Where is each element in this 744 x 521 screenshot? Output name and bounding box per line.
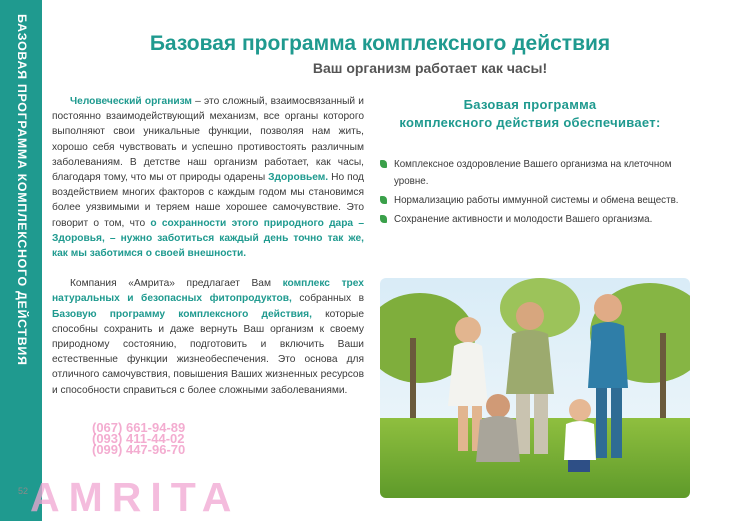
text-run: – это сложный, взаимосвязанный и постоянно взаимодействующий механизм, все органы которого выполняют свои уникальные функции, позволяя нам жить, хорошо себя чувствовать и успешно противостоять различным заболеваниям. В детстве наш организм работает, как часы, благодаря тому, что мы от природы одарены [52,96,364,184]
highlight-phrase: о сохранности этого природного дара – Здоровья, – нужно заботиться каждый день точно так же, как мы заботимся о своей внешности. [52,217,364,260]
text-run: собранных в [291,293,364,305]
benefits-heading [380,96,680,132]
watermark-phone: (067) 661-94-89 [92,420,186,435]
highlight-term: Здоровьем. [268,172,329,184]
highlight-phrase: комплекс трех натуральных и безопасных фитопродуктов, [52,278,364,305]
benefits-list [378,156,683,230]
side-tab-label: БАЗОВАЯ ПРОГРАММА КОМПЛЕКСНОГО ДЕЙСТВИЯ [15,14,29,366]
highlight-term: Человеческий организм [70,96,192,107]
page-number: 52 [18,486,29,496]
family-photo [380,278,690,498]
paragraph-intro [52,94,364,261]
text-run: Но под воздействием многих факторов с каждым годом мы становимся более уязвимыми и теряем наше хорошее самочувствие. Это говорит о том, что [52,172,364,229]
list-item-text: Нормализацию работы иммунной системы и обмена веществ. [394,195,679,206]
benefits-heading-line: комплексного действия обеспечивает: [399,115,661,130]
list-item-text: Комплексное оздоровление Вашего организма на клеточном уровне. [394,159,672,187]
benefits-heading-line: Базовая программа [463,97,597,112]
side-tab [0,0,42,521]
watermark-phones [92,422,262,455]
text-run: Компания «Амрита» предлагает Вам [70,278,283,290]
leaf-bullet-icon [380,160,387,168]
watermark-phone: (093) 411-44-02 [92,431,185,446]
list-item [378,211,683,228]
page-subtitle: Ваш организм работает как часы! [312,60,548,76]
list-item [378,156,683,190]
highlight-phrase: Базовую программу комплексного действия, [52,308,312,320]
body-text [52,94,364,398]
family-photo-icon [380,278,690,498]
leaf-bullet-icon [380,196,387,204]
text-run: которые способны сохранить и даже вернуть Ваш организм к своему природному состоянию, подготовить и включить Ваши естественные функции жизнеобеспечения. Это основа для отличного самочувствия, повышения Ваших жизненных ресурсов и способности справиться с более сложными заболеваниями. [52,308,364,396]
list-item [378,192,683,209]
list-item-text: Сохранение активности и молодости Вашего организма. [394,214,653,225]
watermark-phone: (099) 447-96-70 [92,442,186,457]
watermark-logo: AMRITA [30,474,241,520]
leaf-bullet-icon [380,215,387,223]
page-title: Базовая программа комплексного действия [149,32,611,55]
paragraph-offer [52,276,364,398]
